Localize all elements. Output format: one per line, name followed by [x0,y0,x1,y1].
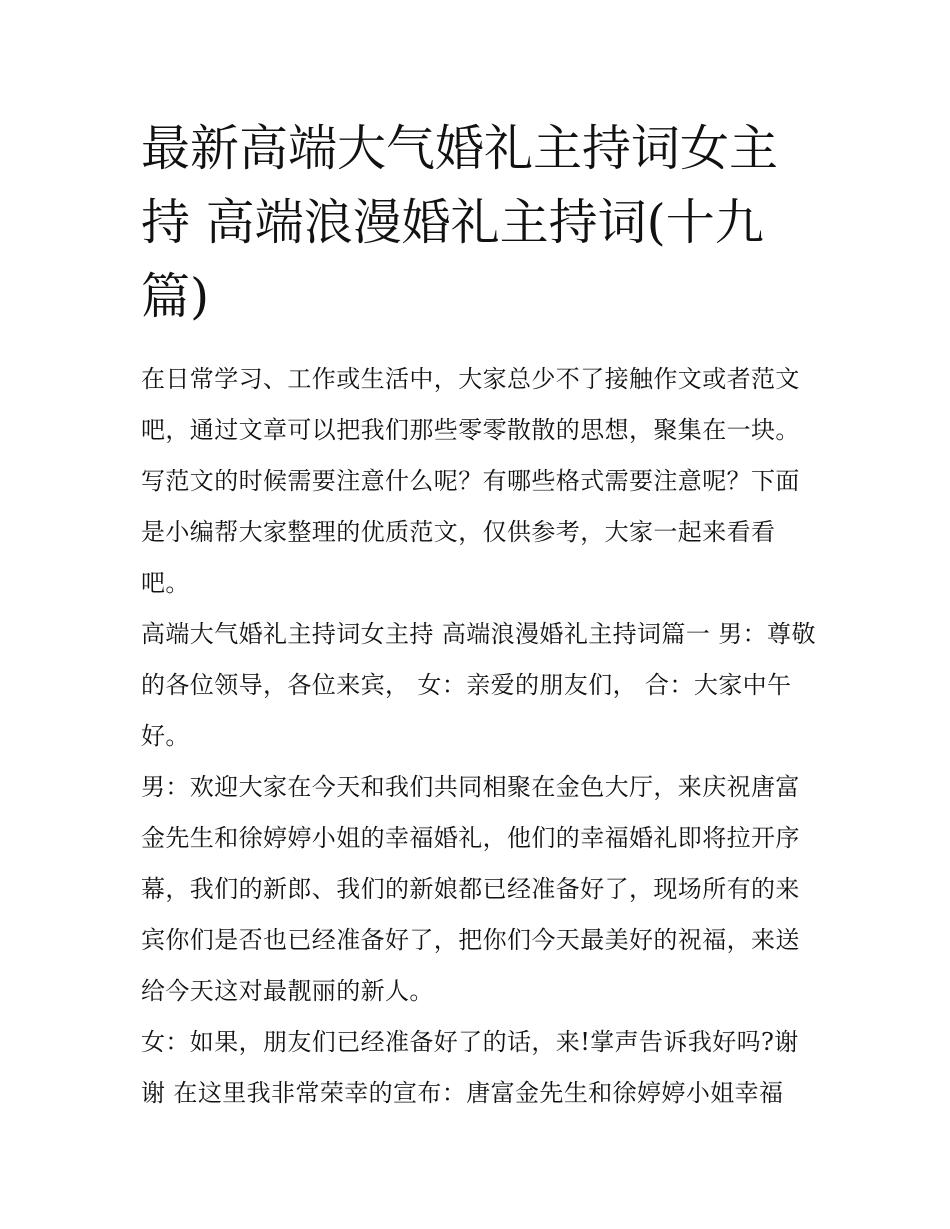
document-title: 最新高端大气婚礼主持词女主持 高端浪漫婚礼主持词(十九篇) [141,120,779,325]
document-content [141,112,821,1119]
body-paragraph: 男：欢迎大家在今天和我们共同相聚在金色大厅，来庆祝唐富金先生和徐婷婷小姐的幸福婚礼，他们的幸福婚礼即将拉开序幕，我们的新郎、我们的新娘都已经准备好了，现场所有的来宾你们是否也已经准备好了，把你们今天最美好的祝福，来送给今天这对最靓丽的新人。 [141,773,800,1005]
intro-paragraph: 在日常学习、工作或生活中，大家总少不了接触作文或者范文吧，通过文章可以把我们那些零零散散的思想，聚集在一块。写范文的时候需要注意什么呢？有哪些格式需要注意呢？下面是小编帮大家整理的优质范文，仅供参考，大家一起来看看吧。 [141,365,800,597]
body-paragraph: 女：如果，朋友们已经准备好了的话，来!掌声告诉我好吗?谢谢 在这里我非常荣幸的宣布：唐富金先生和徐婷婷小姐幸福 [141,1028,799,1107]
body-paragraph: 高端大气婚礼主持词女主持 高端浪漫婚礼主持词篇一 男：尊敬的各位领导，各位来宾， 女：亲爱的朋友们， 合：大家中午好。 [141,620,816,750]
